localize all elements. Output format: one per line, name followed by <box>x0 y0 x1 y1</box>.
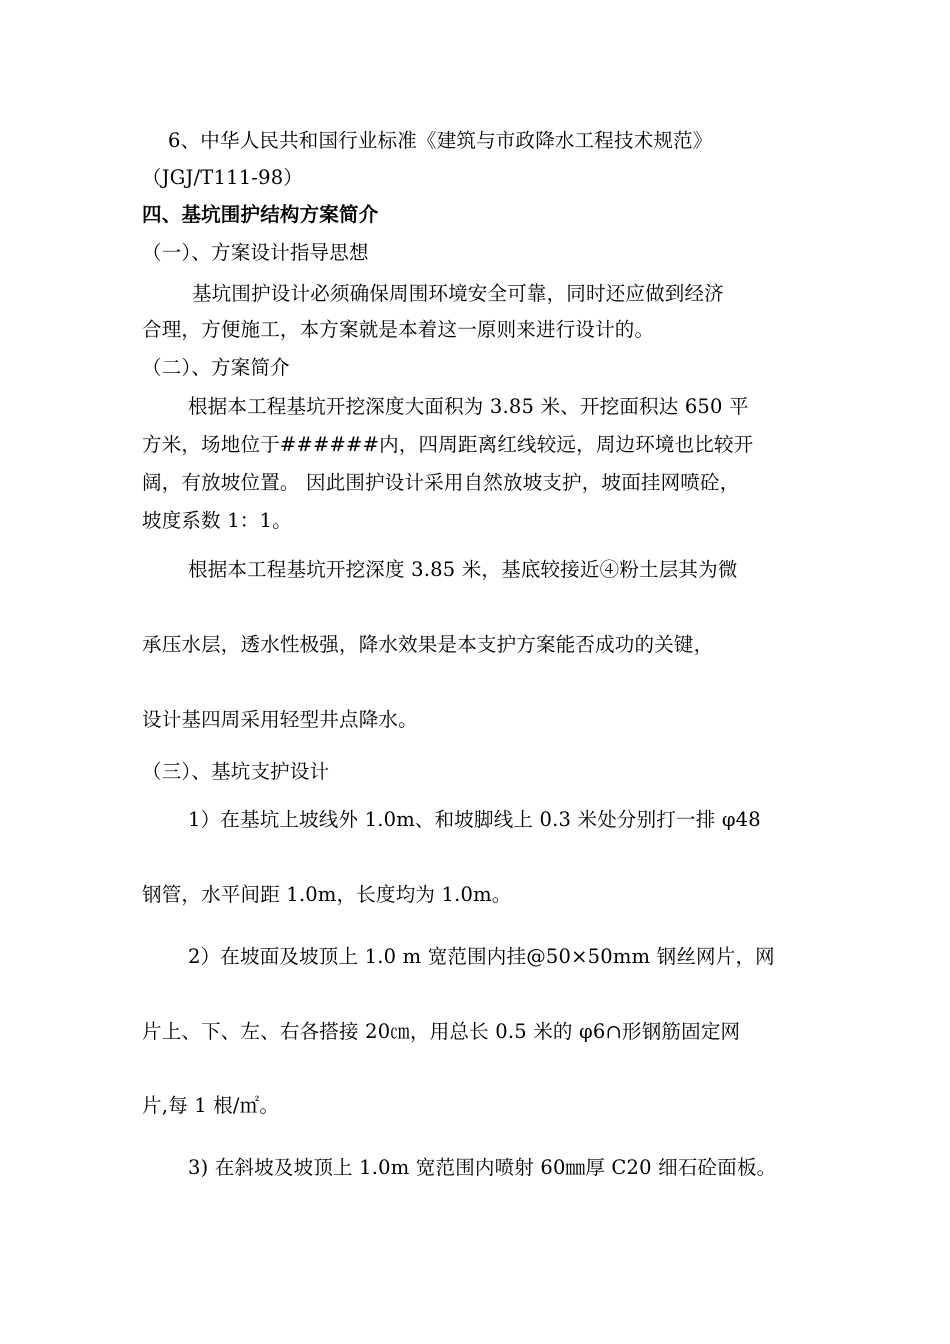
item6-line1: 6、中华人民共和国行业标准《建筑与市政降水工程技术规范》 <box>168 129 713 152</box>
step1-line2: 钢管，水平间距 1.0m，长度均为 1.0m。 <box>142 883 512 906</box>
item6-line2: （JGJ/T111-98） <box>142 166 304 189</box>
sub2-para1-line4: 坡度系数 1：1。 <box>142 509 292 532</box>
sub1-para-line2: 合理，方便施工，本方案就是本着这一原则来进行设计的。 <box>142 318 655 341</box>
sub2-para2-line3: 设计基四周采用轻型井点降水。 <box>142 708 418 731</box>
section4-heading: 四、基坑围护结构方案简介 <box>142 203 379 226</box>
sub3-heading: （三）、基坑支护设计 <box>142 760 330 783</box>
step2-line3: 片,每 1 根/㎡。 <box>142 1094 280 1117</box>
sub2-para1-line3: 阔，有放坡位置。 因此围护设计采用自然放坡支护，坡面挂网喷砼， <box>142 471 740 494</box>
sub1-heading: （一）、方案设计指导思想 <box>142 241 369 264</box>
sub1-para-line1: 基坑围护设计必须确保周围环境安全可靠，同时还应做到经济 <box>192 282 724 305</box>
sub2-heading: （二）、方案简介 <box>142 356 290 379</box>
step3-line1: 3) 在斜坡及坡顶上 1.0m 宽范围内喷射 60㎜厚 C20 细石砼面板。 <box>188 1156 777 1179</box>
sub2-para2-line2: 承压水层，透水性极强，降水效果是本支护方案能否成功的关键， <box>142 633 714 656</box>
step2-line1: 2）在坡面及坡顶上 1.0 m 宽范围内挂@50×50mm 钢丝网片，网 <box>188 945 775 968</box>
step2-line2: 片上、下、左、右各搭接 20㎝，用总长 0.5 米的 φ6∩形钢筋固定网 <box>142 1020 741 1043</box>
sub2-para2-line1: 根据本工程基坑开挖深度 3.85 米，基底较接近④粉土层其为微 <box>188 558 738 581</box>
sub2-para1-line2: 方米，场地位于######内，四周距离红线较远，周边环境也比较开 <box>142 433 754 456</box>
sub2-para1-line1: 根据本工程基坑开挖深度大面积为 3.85 米、开挖面积达 650 平 <box>188 395 749 418</box>
step1-line1: 1）在基坑上坡线外 1.0m、和坡脚线上 0.3 米处分别打一排 φ48 <box>188 808 761 831</box>
